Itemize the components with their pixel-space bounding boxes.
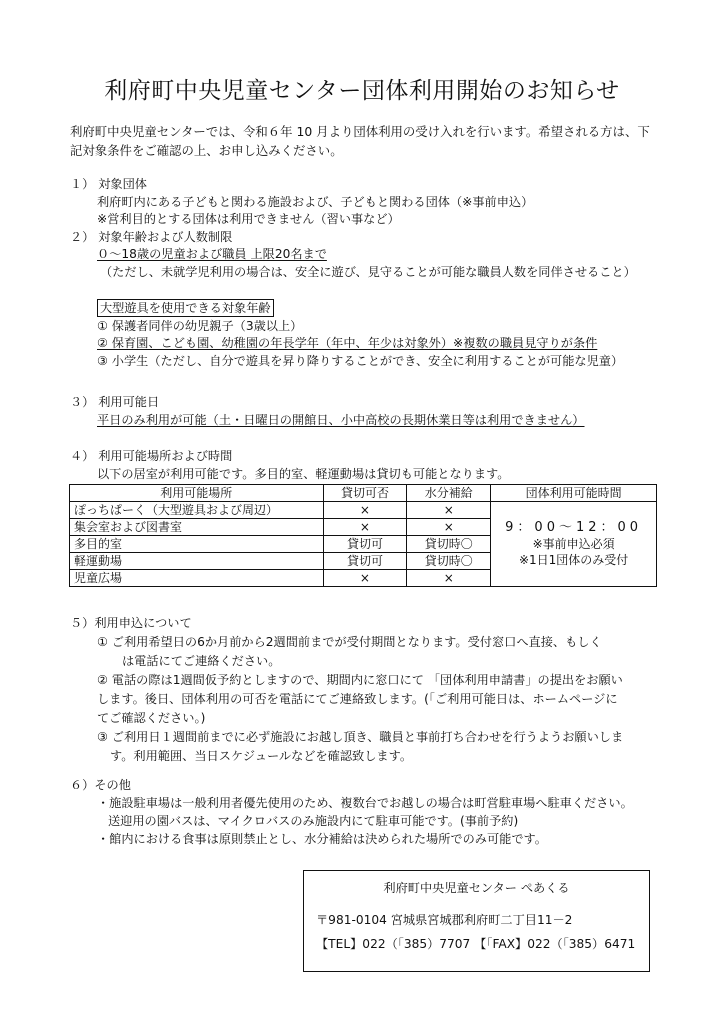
reservable-cell: 貸切可: [323, 536, 407, 553]
large-equipment-item-3: ③ 小学生（ただし、自分で遊具を昇り降りすることができ、安全に利用することが可能な児童）: [97, 353, 624, 368]
section4-body: 以下の居室が利用可能です。多目的室、軽運動場は貸切も可能となります。: [97, 466, 510, 481]
section1-heading: １） 対象団体: [70, 177, 147, 191]
hours-note-2: ※1日1団体のみ受付: [518, 553, 629, 567]
large-equipment-item-2: ② 保育園、こども園、幼稚園の年長学年（年中、年少は対象外）※複数の職員見守りが条件: [97, 336, 598, 350]
section-target-groups: [70, 176, 670, 370]
page-title: 利府町中央児童センター団体利用開始のお知らせ: [104, 78, 620, 104]
usage-table: [69, 484, 657, 587]
section3-heading: ３） 利用可能日: [70, 395, 160, 409]
place-cell: 児童広場: [70, 570, 324, 587]
hours-note-1: ※事前申込必須: [532, 537, 615, 551]
section3-body: 平日のみ利用が可能（土・日曜日の開館日、小中高校の長期休業日等は利用できません）: [97, 412, 585, 427]
section6-bullet1: ・施設駐車場は一般利用者優先使用のため、複数台でお越しの場合は町営駐車場へ駐車ください。: [97, 796, 633, 810]
section2-limit: ０～18歳の児童および職員 上限20名まで: [97, 247, 327, 261]
reservable-cell: ×: [323, 519, 407, 536]
hydration-cell: 貸切時〇: [407, 553, 491, 570]
section1-line1: 利府町内にある子どもと関わる施設および、子どもと関わる団体（※事前申込）: [97, 194, 534, 209]
table-header-cell: 水分補給: [407, 485, 491, 502]
section5-item2-line1: ② 電話の際は1週間仮予約としますので、期間内に窓口にて 「団体利用申請書」の提出をお願い: [97, 673, 623, 687]
intro-paragraph: 利府町中央児童センターでは、令和６年 10 月より団体利用の受け入れを行います。希望される方は、下記対象条件をご確認の上、お申し込みください。: [70, 124, 650, 158]
section-other: [70, 776, 670, 848]
section5-heading: ５）利用申込について: [70, 616, 192, 630]
place-cell: 軽運動場: [70, 553, 324, 570]
contact-tel-fax: 【TEL】022（「385）7707 【「FAX】022（「385）6471: [316, 937, 636, 951]
section6-bullet1-cont: 送迎用の園バスは、マイクロバスのみ施設内にて駐車可能です。(事前予約): [108, 814, 519, 828]
section5-item3-line2: す。利用範囲、当日スケジュールなどを確認致します。: [110, 749, 413, 763]
hydration-cell: ×: [407, 570, 491, 587]
hydration-cell: 貸切時〇: [407, 536, 491, 553]
reservable-cell: 貸切可: [323, 553, 407, 570]
section5-item3-line1: ③ ご利用日１週間前までに必ず施設にお越し頂き、職員と事前打ち合わせを行うようお願いしま: [97, 730, 624, 744]
section2-note: （ただし、未就学児利用の場合は、安全に遊び、見守ることが可能な職員人数を同伴させること）: [100, 264, 636, 279]
section-available-days: [70, 394, 670, 429]
section5-item2-line2: します。後日、団体利用の可否を電話にてご連絡致します。(「ご利用可能日は、ホームページに: [97, 692, 618, 706]
large-equipment-item-1: ① 保護者同伴の幼児親子（3歳以上）: [97, 318, 303, 333]
place-cell: ぽっちぱーく（大型遊具および周辺）: [70, 502, 324, 519]
hydration-cell: ×: [407, 502, 491, 519]
section5-item2-line3: てご確認ください。): [97, 711, 206, 725]
section6-bullet2: ・館内における食事は原則禁止とし、水分補給は決められた場所でのみ可能です。: [97, 832, 547, 846]
table-header-cell: 利用可能場所: [70, 485, 324, 502]
reservable-cell: ×: [323, 570, 407, 587]
table-row: [70, 502, 657, 519]
contact-name: 利府町中央児童センター ぺあくる: [383, 881, 570, 895]
section5-item1-line2: は電話にてご連絡ください。: [122, 654, 281, 668]
section1-line2: ※営利目的とする団体は利用できません（習い事など）: [97, 212, 400, 226]
section4-heading: ４） 利用可能場所および時間: [70, 449, 233, 463]
hours-cell: [491, 502, 657, 587]
contact-box: [303, 870, 650, 972]
section6-heading: ６）その他: [70, 778, 131, 792]
large-equipment-title: 大型遊具を使用できる対象年齢: [97, 299, 274, 317]
section2-heading: ２） 対象年齢および人数制限: [70, 229, 233, 244]
hours-time: 9：00～12：00: [505, 520, 643, 535]
section-application: [70, 614, 670, 766]
place-cell: 多目的室: [70, 536, 324, 553]
table-header-row: [70, 485, 657, 502]
contact-address: 〒981-0104 宮城県宮城郡利府町二丁目11－2: [316, 913, 573, 927]
hydration-cell: ×: [407, 519, 491, 536]
section-places-hours: [70, 448, 670, 483]
place-cell: 集会室および図書室: [70, 519, 324, 536]
reservable-cell: ×: [323, 502, 407, 519]
section5-item1-line1: ① ご利用希望日の6か月前から2週間前までが受付期間となります。受付窓口へ直接、もしく: [97, 635, 602, 649]
table-header-cell: 団体利用可能時間: [491, 485, 657, 502]
table-header-cell: 貸切可否: [323, 485, 407, 502]
